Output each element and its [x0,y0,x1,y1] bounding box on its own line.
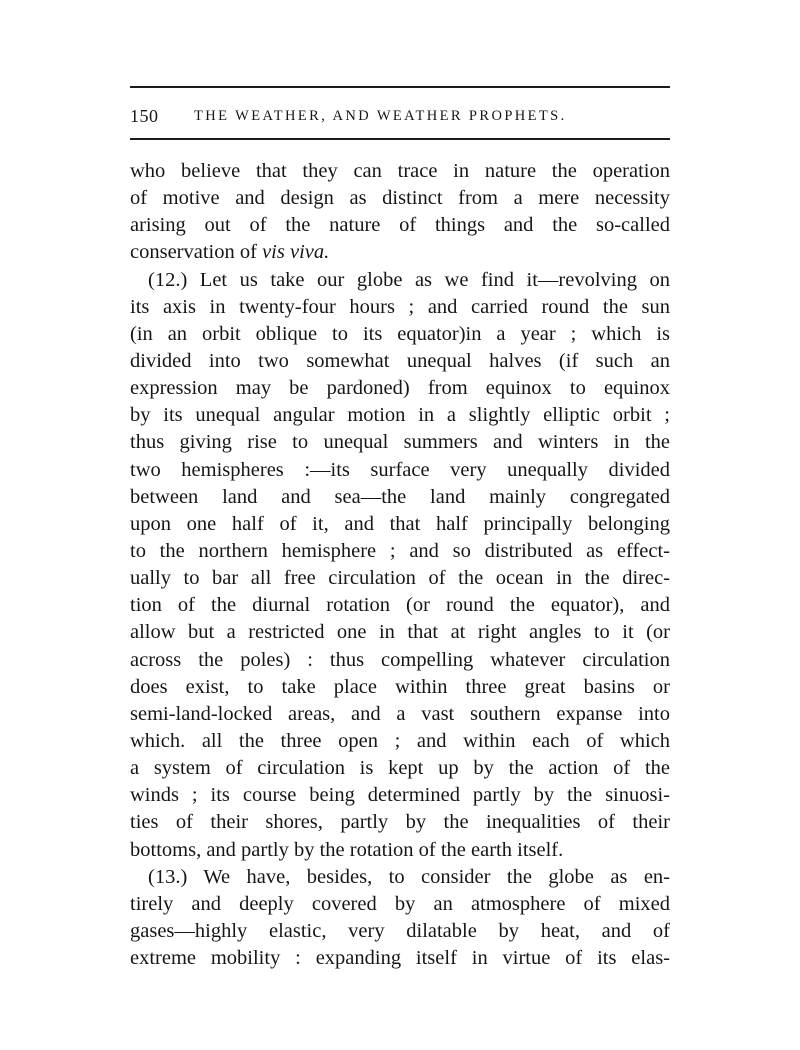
paragraph-start-12: (12.) Let us take our globe as we find it—revolving on [148,268,670,291]
header-rule-bottom [130,138,670,140]
text-line: upon one half of it, and that half principally belonging [130,512,670,535]
text-line: divided into two somewhat unequal halves (if such an [130,349,670,372]
header-rule-top [130,86,670,88]
running-title: THE WEATHER, AND WEATHER PROPHETS. [194,108,567,124]
text-line: semi-land-locked areas, and a vast southern expanse into [130,702,670,725]
running-head [130,104,670,128]
text-line: who believe that they can trace in nature the operation [130,160,670,182]
text-line: tion of the diurnal rotation (or round the equator), and [130,594,670,617]
text-line: allow but a restricted one in that at right angles to it (or [130,621,670,644]
body-text [130,158,670,972]
text-line: of motive and design as distinct from a mere necessity [130,187,670,210]
text-line: does exist, to take place within three great basins or [130,675,670,698]
text-line: tirely and deeply covered by an atmosphere of mixed [130,892,670,915]
text-line: winds ; its course being determined partly by the sinuosi- [130,784,670,807]
text-line [130,239,670,266]
text-line: to the northern hemisphere ; and so distributed as effect- [130,539,670,562]
text-line: (in an orbit oblique to its equator)in a year ; which is [130,322,670,345]
text-line: gases—highly elastic, very dilatable by heat, and of [130,919,670,942]
text-line-start: conservation of [130,241,263,264]
text-line: extreme mobility : expanding itself in virtue of its elas- [130,947,670,970]
text-line: its axis in twenty-four hours ; and carried round the sun [130,295,670,318]
text-line: bottoms, and partly by the rotation of the earth itself. [130,838,564,861]
text-line: by its unequal angular motion in a slightly elliptic orbit ; [130,404,670,427]
text-line: expression may be pardoned) from equinox to equinox [130,377,670,400]
text-line: arising out of the nature of things and the so-called [130,214,670,237]
text-line: which. all the three open ; and within each of which [130,729,670,752]
italic-term: vis viva. [262,241,330,264]
text-line: a system of circulation is kept up by the action of the [130,757,670,780]
page-number: 150 [130,106,159,126]
text-line: ually to bar all free circulation of the ocean in the direc- [130,567,670,590]
text-line: across the poles) : thus compelling whatever circulation [130,648,670,671]
paragraph-start-13: (13.) We have, besides, to consider the globe as en- [148,865,670,888]
text-line: two hemispheres :—its surface very unequally divided [130,458,670,481]
text-line: between land and sea—the land mainly congregated [130,485,670,508]
text-line: ties of their shores, partly by the inequalities of their [130,811,670,834]
text-line: thus giving rise to unequal summers and winters in the [130,431,670,454]
